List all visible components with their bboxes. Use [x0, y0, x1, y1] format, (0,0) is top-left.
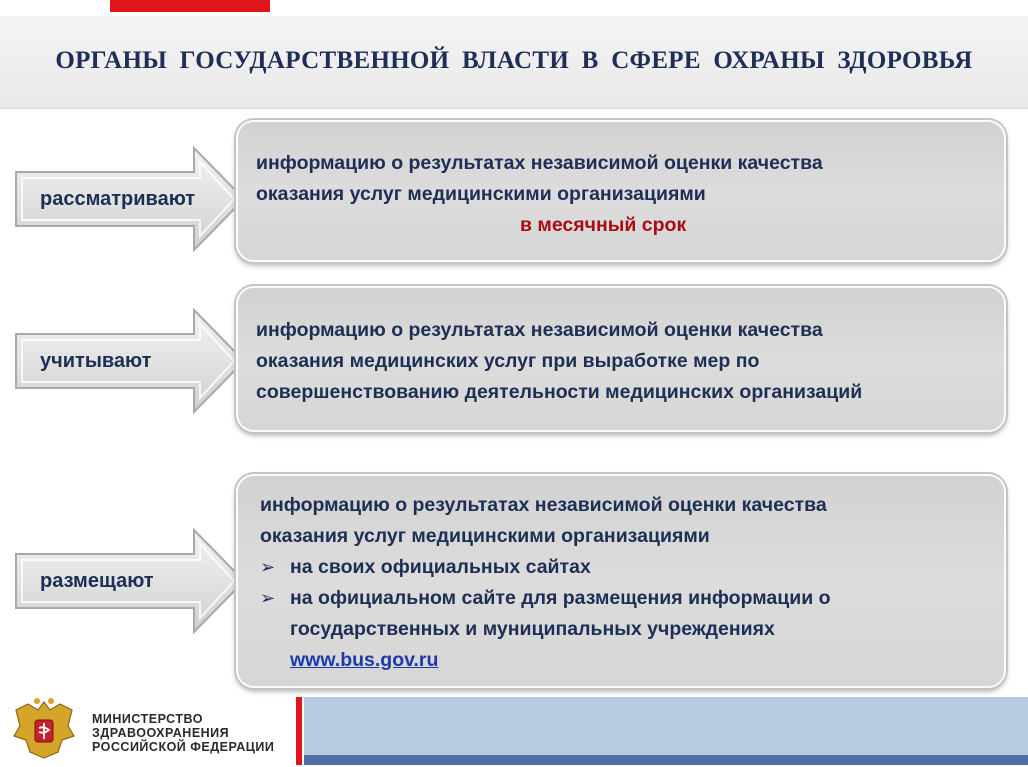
chevron-right-icon: ➢ [260, 557, 276, 577]
card-3-line-1: информацию о результатах независимой оценки качества [260, 494, 827, 516]
card-1-line-2: оказания услуг медицинскими организациями [256, 183, 706, 205]
action-label-2: учитывают [40, 350, 152, 372]
bullet-item: ➢ на своих официальных сайтах [260, 552, 591, 583]
card-row-1 [236, 120, 1006, 262]
card-2-line-1: информацию о результатах независимой оценки качества [256, 319, 823, 341]
card-2-line-2: оказания медицинских услуг при выработке мер по [256, 350, 760, 372]
coat-of-arms-icon [8, 696, 80, 762]
card-row-2 [236, 286, 1006, 432]
card-1-line-1: информацию о результатах независимой оценки качества [256, 152, 823, 174]
footer-blue-strip [304, 755, 1028, 765]
bullet-item: ➢ на официальном сайте для размещения информации о [260, 583, 831, 614]
card-2-line-3: совершенствованию деятельности медицинских организаций [256, 381, 863, 403]
action-label-3: размещают [40, 570, 154, 592]
bus-gov-link[interactable]: www.bus.gov.ru [290, 649, 439, 671]
card-1-deadline: в месячный срок [520, 214, 687, 236]
footer-red-divider [296, 697, 302, 765]
top-accent-bar [110, 0, 270, 12]
arrow-row-2 [4, 306, 248, 416]
card-3-line-2: оказания услуг медицинскими организациями [260, 525, 710, 547]
chevron-right-icon: ➢ [260, 588, 276, 608]
card-row-3 [236, 474, 1006, 688]
bullet-continuation: государственных и муниципальных учреждениях [290, 618, 775, 640]
action-label-1: рассматривают [40, 188, 196, 210]
footer-blue-band [304, 697, 1028, 755]
ministry-name: МИНИСТЕРСТВО ЗДРАВООХРАНЕНИЯ РОССИЙСКОЙ ФЕДЕРАЦИИ [92, 712, 275, 754]
page-title: ОРГАНЫ ГОСУДАРСТВЕННОЙ ВЛАСТИ В СФЕРЕ ОХРАНЫ ЗДОРОВЬЯ [55, 47, 973, 74]
arrow-row-3 [4, 526, 248, 636]
arrow-row-1 [4, 144, 248, 254]
